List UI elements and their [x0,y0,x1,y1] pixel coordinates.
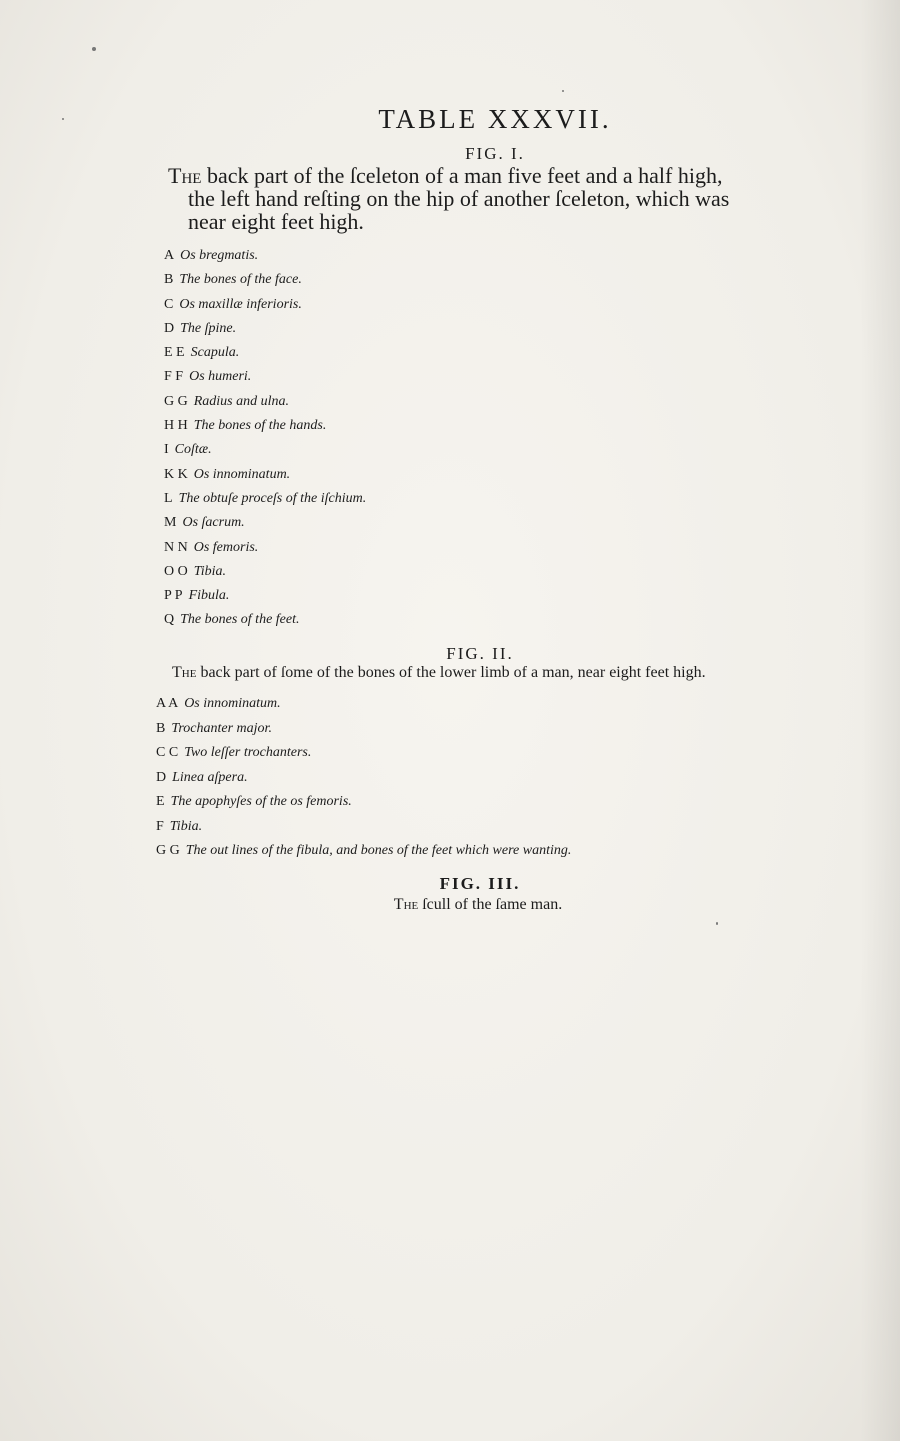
legend-label: Os maxillæ inferioris. [179,296,302,312]
legend-label: Os innominatum. [193,466,291,482]
fig-3-description-text: ſcull of the ſame man. [422,896,563,913]
legend-item [156,766,571,791]
paper-speck [62,118,64,120]
legend-label: Os bregmatis. [180,248,259,263]
legend-label: Os femoris. [193,539,259,555]
legend-item [164,365,366,389]
legend-item [164,438,366,462]
fig-1-description-line-3: near eight feet high. [188,209,364,234]
fig-1-heading: FIG. I. [465,144,525,163]
legend-label: Os innominatum. [184,696,281,711]
legend-item [164,536,366,560]
fig-2-legend [156,692,571,864]
fig-1-description-line-1 [168,163,723,188]
fig-2-heading: FIG. II. [446,644,514,663]
legend-key: I [164,442,169,458]
fig-2-description [172,664,706,682]
legend-key: P P [164,588,183,604]
legend-label: Linea aſpera. [172,769,248,785]
legend-key: E [156,794,165,809]
legend-item [164,487,366,511]
legend-key: C C [156,745,179,760]
legend-item [164,293,366,317]
legend-key: B [156,720,166,736]
legend-key: Q [164,612,175,628]
legend-key: F F [164,369,184,385]
legend-item [164,463,366,487]
fig-2-description-text: back part of ſome of the bones of the lower limb of a man, near eight feet high. [200,664,706,681]
legend-item [156,839,571,864]
legend-key: H H [164,418,188,434]
legend-item [164,268,366,292]
legend-item [164,414,366,438]
fig-3-heading: FIG. III. [439,874,521,893]
legend-label: The bones of the hands. [193,418,327,434]
fig-1-lead-word: The [168,163,202,188]
legend-key: G G [156,843,180,858]
legend-label: Trochanter major. [171,720,272,736]
page-edge-shadow [860,0,900,1441]
paper-speck [92,47,96,51]
legend-key: G G [164,393,188,409]
legend-item [156,815,571,840]
legend-key: B [164,272,174,288]
legend-item [164,584,366,608]
legend-key: O O [164,563,188,579]
fig-2-lead-word: The [172,664,197,681]
legend-key: L [164,490,173,506]
paper-speck [562,90,564,92]
legend-label: Os ſacrum. [182,515,245,531]
legend-key: A A [156,696,179,711]
legend-item [164,317,366,341]
legend-key: E E [164,345,185,361]
legend-label: The obtuſe proceſs of the iſchium. [178,490,367,506]
fig-1-line-1-text: back part of the ſceleton of a man five feet and a half high, [206,163,723,188]
legend-key: C [164,296,174,312]
legend-label: Radius and ulna. [193,393,290,409]
legend-label: Tibia. [193,563,227,579]
legend-label: The bones of the face. [179,272,302,288]
legend-key: D [164,320,175,336]
table-title: TABLE XXXVII. [378,104,612,134]
legend-key: F [156,818,164,834]
legend-item [156,717,571,742]
paper-speck [716,922,718,925]
legend-item [164,560,366,584]
legend-label: Scapula. [190,345,240,361]
legend-item [156,741,571,766]
fig-1-description [168,164,828,233]
legend-item [156,790,571,815]
fig-3-description [0,896,900,914]
legend-key: N N [164,539,188,555]
fig-1-description-line-2: the left hand reſting on the hip of another ſceleton, which was [188,186,730,211]
legend-label: Coſtæ. [174,442,212,458]
legend-key: D [156,769,167,785]
legend-key: A [164,248,175,263]
legend-label: The out lines of the fibula, and bones of the feet which were wanting. [185,843,572,858]
legend-item [164,390,366,414]
fig-3-lead-word: The [393,896,419,913]
legend-label: The bones of the feet. [180,612,300,628]
legend-label: Os humeri. [189,369,252,385]
legend-key: M [164,515,177,531]
legend-item [164,608,366,632]
legend-item [156,692,571,717]
legend-label: Fibula. [188,588,230,604]
legend-key: K K [164,466,188,482]
legend-label: Tibia. [169,818,203,834]
legend-item [164,341,366,365]
legend-item [164,511,366,535]
legend-label: The ſpine. [180,320,237,336]
fig-1-legend [164,244,366,633]
legend-label: Two leſſer trochanters. [184,745,312,760]
legend-label: The apophyſes of the os femoris. [170,794,352,809]
legend-item [164,244,366,268]
